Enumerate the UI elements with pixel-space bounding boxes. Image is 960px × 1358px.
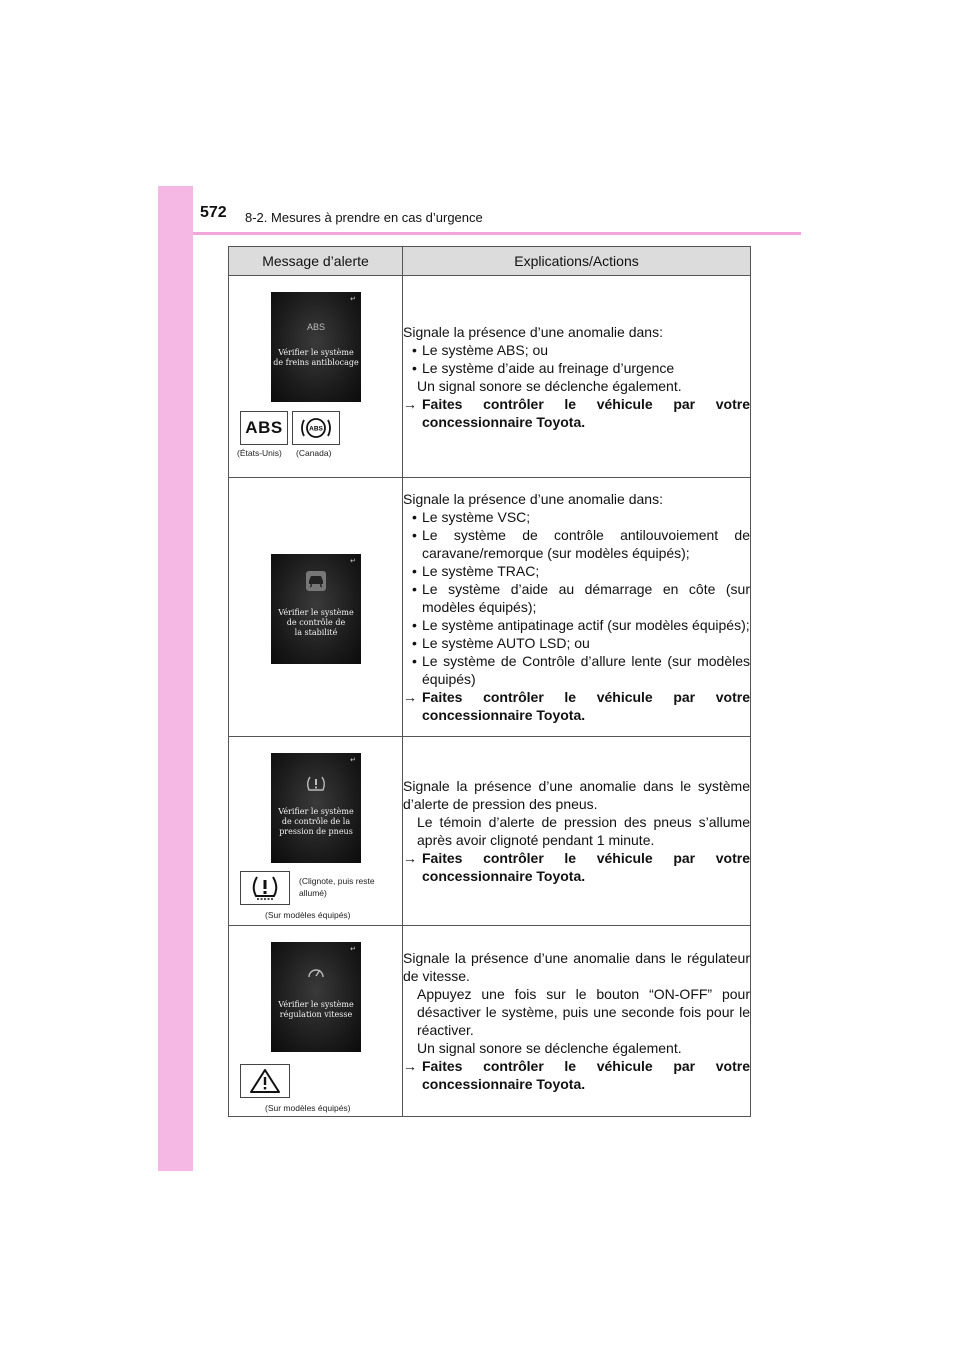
- section-title: 8-2. Mesures à prendre en cas d’urgence: [245, 210, 483, 225]
- display-screen-stability: [271, 554, 361, 664]
- note-text: Un signal sonore se déclenche également.: [417, 377, 682, 394]
- list-item: • Le système de contrôle antilouvoiement de caravane/remorque (sur modèles équipés);: [403, 526, 750, 562]
- screen-message: Vérifier le système de freins antiblocage: [273, 347, 359, 367]
- column-header-explanations: Explications/Actions: [403, 247, 751, 276]
- page-number: 572: [200, 204, 227, 221]
- abs-circle-icon: [299, 414, 333, 442]
- list-item: • Le système VSC;: [403, 508, 750, 526]
- list-item: • Le système d’aide au freinage d’urgence: [403, 359, 750, 377]
- display-screen-cruise-control: [271, 942, 361, 1052]
- tire-pressure-icon: [305, 775, 327, 795]
- note-text: Appuyez une fois sur le bouton “ON-OFF” pour désactiver le système, puis une seconde fois pour le réactiver.: [417, 986, 750, 1038]
- master-warning-indicator: [240, 1064, 290, 1098]
- indicator-note: (Clignote, puis reste allumé): [299, 875, 375, 898]
- equipped-note: (Sur modèles équipés): [265, 1102, 351, 1113]
- table-row: [229, 926, 751, 1117]
- label-canada: (Canada): [296, 447, 332, 458]
- label-us: (États-Unis): [237, 447, 282, 458]
- message-cell: [229, 737, 403, 926]
- message-cell: [229, 276, 403, 478]
- action-text: → Faites contrôler le véhicule par votre concessionnaire Toyota.: [403, 1057, 750, 1093]
- intro-text: Signale la présence d’une anomalie dans:: [403, 323, 663, 340]
- list-item: • Le système TRAC;: [403, 562, 750, 580]
- abs-glyph: ABS: [306, 321, 325, 332]
- list-item: • Le système de Contrôle d’allure lente (sur modèles équipés): [403, 652, 750, 688]
- speedometer-icon: [307, 964, 325, 980]
- warning-table: [228, 246, 751, 1117]
- action-text: → Faites contrôler le véhicule par votre concessionnaire Toyota.: [403, 688, 750, 724]
- intro-text: Signale la présence d’une anomalie dans:: [403, 491, 663, 507]
- explanation-cell: [403, 737, 751, 926]
- list-item: • Le système ABS; ou: [403, 341, 750, 359]
- column-header-message: Message d’alerte: [229, 247, 403, 276]
- return-icon: ↵: [350, 557, 356, 565]
- return-icon: ↵: [350, 945, 356, 953]
- display-screen-tire-pressure: [271, 753, 361, 863]
- explanation-cell: [403, 478, 751, 737]
- note-text: Le témoin d’alerte de pression des pneus s’allume après avoir clignoté pendant 1 minute.: [417, 814, 750, 848]
- intro-text: Signale la présence d’une anomalie dans le régulateur de vitesse.: [403, 950, 750, 984]
- table-row: [229, 276, 751, 478]
- note-text: Un signal sonore se déclenche également.: [417, 1040, 682, 1056]
- skid-car-icon: [305, 570, 327, 592]
- chapter-sidebar-tab: [158, 186, 193, 1171]
- list-item: • Le système AUTO LSD; ou: [403, 634, 750, 652]
- intro-text: Signale la présence d’une anomalie dans le système d’alerte de pression des pneus.: [403, 778, 750, 812]
- tire-pressure-warning-icon: [248, 874, 282, 902]
- table-row: [229, 478, 751, 737]
- explanation-cell: [403, 926, 751, 1117]
- action-text: → Faites contrôler le véhicule par votre concessionnaire Toyota.: [403, 849, 750, 885]
- return-icon: ↵: [350, 295, 356, 303]
- screen-message: Vérifier le système de contrôle de la stabilité: [278, 607, 354, 637]
- screen-message: Vérifier le système de contrôle de la pression de pneus: [278, 806, 354, 836]
- header-rule: [193, 232, 801, 235]
- list-item: • Le système d’aide au démarrage en côte (sur modèles équipés);: [403, 580, 750, 616]
- explanation-cell: [403, 276, 751, 478]
- return-icon: ↵: [350, 756, 356, 764]
- message-cell: [229, 926, 403, 1117]
- warning-triangle-icon: [248, 1067, 282, 1095]
- equipped-note: (Sur modèles équipés): [265, 909, 351, 920]
- svg-text:ABS: ABS: [309, 425, 323, 432]
- screen-message: Vérifier le système régulation vitesse: [278, 999, 354, 1019]
- message-cell: [229, 478, 403, 737]
- tire-pressure-indicator: [240, 871, 290, 905]
- table-row: [229, 737, 751, 926]
- abs-us-indicator: ABS: [240, 411, 288, 445]
- action-text: → Faites contrôler le véhicule par votre concessionnaire Toyota.: [403, 395, 750, 431]
- display-screen-abs: [271, 292, 361, 402]
- list-item: • Le système antipatinage actif (sur modèles équipés);: [403, 616, 750, 634]
- abs-canada-indicator: [292, 411, 340, 445]
